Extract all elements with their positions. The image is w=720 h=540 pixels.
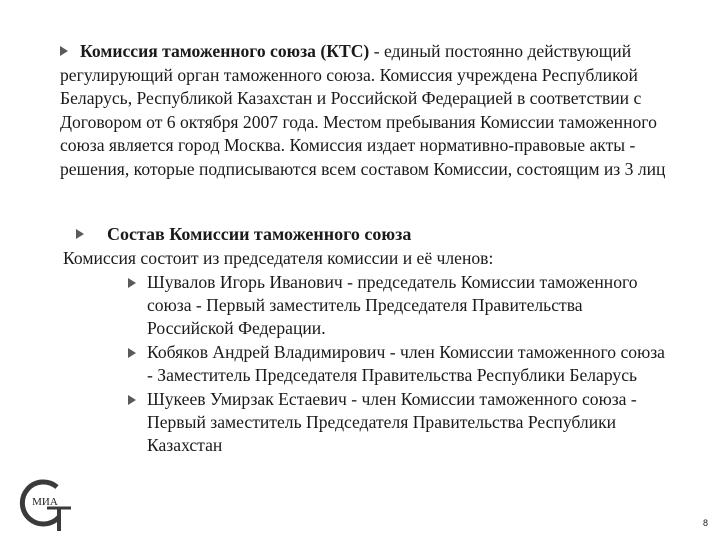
bullet-arrow-icon bbox=[76, 229, 84, 239]
definition-text: - единый постоянно действующий регулирующий орган таможенного союза. Комиссия учреждена Республикой Беларусь, Республикой Казахстан и Российской Федерацией в соответствии с Договором от 6 октября 2007 года. Местом пребывания Комиссии таможенного союза является город Москва. Комиссия издает нормативно-правовые акты - решения, которые подписываются всем составом Комиссии, состоящим из 3 лиц bbox=[60, 41, 666, 179]
member-list bbox=[63, 271, 703, 458]
definition-paragraph bbox=[60, 40, 700, 182]
bullet-arrow-icon bbox=[128, 278, 136, 288]
member-item bbox=[147, 388, 672, 458]
member-text: Шукеев Умирзак Естаевич - член Комиссии таможенного союза - Первый заместитель Председателя Правительства Республики Казахстан bbox=[147, 388, 637, 456]
member-text: Шувалов Игорь Иванович - председатель Комиссии таможенного союза - Первый заместитель Председателя Правительства Российской Федерации. bbox=[147, 271, 638, 339]
member-text: Кобяков Андрей Владимирович - член Комиссии таможенного союза - Заместитель Председателя Правительства Республики Беларусь bbox=[147, 341, 665, 386]
composition-section bbox=[63, 222, 703, 458]
member-item bbox=[147, 271, 672, 341]
bullet-arrow-icon bbox=[128, 348, 136, 358]
composition-heading-text: Состав Комиссии таможенного союза bbox=[107, 224, 412, 244]
page-number: 8 bbox=[702, 518, 708, 528]
bullet-arrow-icon bbox=[60, 46, 68, 56]
definition-term: Комиссия таможенного союза (КТС) bbox=[80, 41, 370, 61]
composition-heading bbox=[63, 222, 703, 246]
mia-logo-icon bbox=[17, 477, 73, 533]
logo-text: МИА bbox=[32, 496, 58, 508]
composition-intro: Комиссия состоит из председателя комиссии и её членов: bbox=[63, 248, 494, 268]
member-item bbox=[147, 341, 672, 388]
bullet-arrow-icon bbox=[128, 395, 136, 405]
